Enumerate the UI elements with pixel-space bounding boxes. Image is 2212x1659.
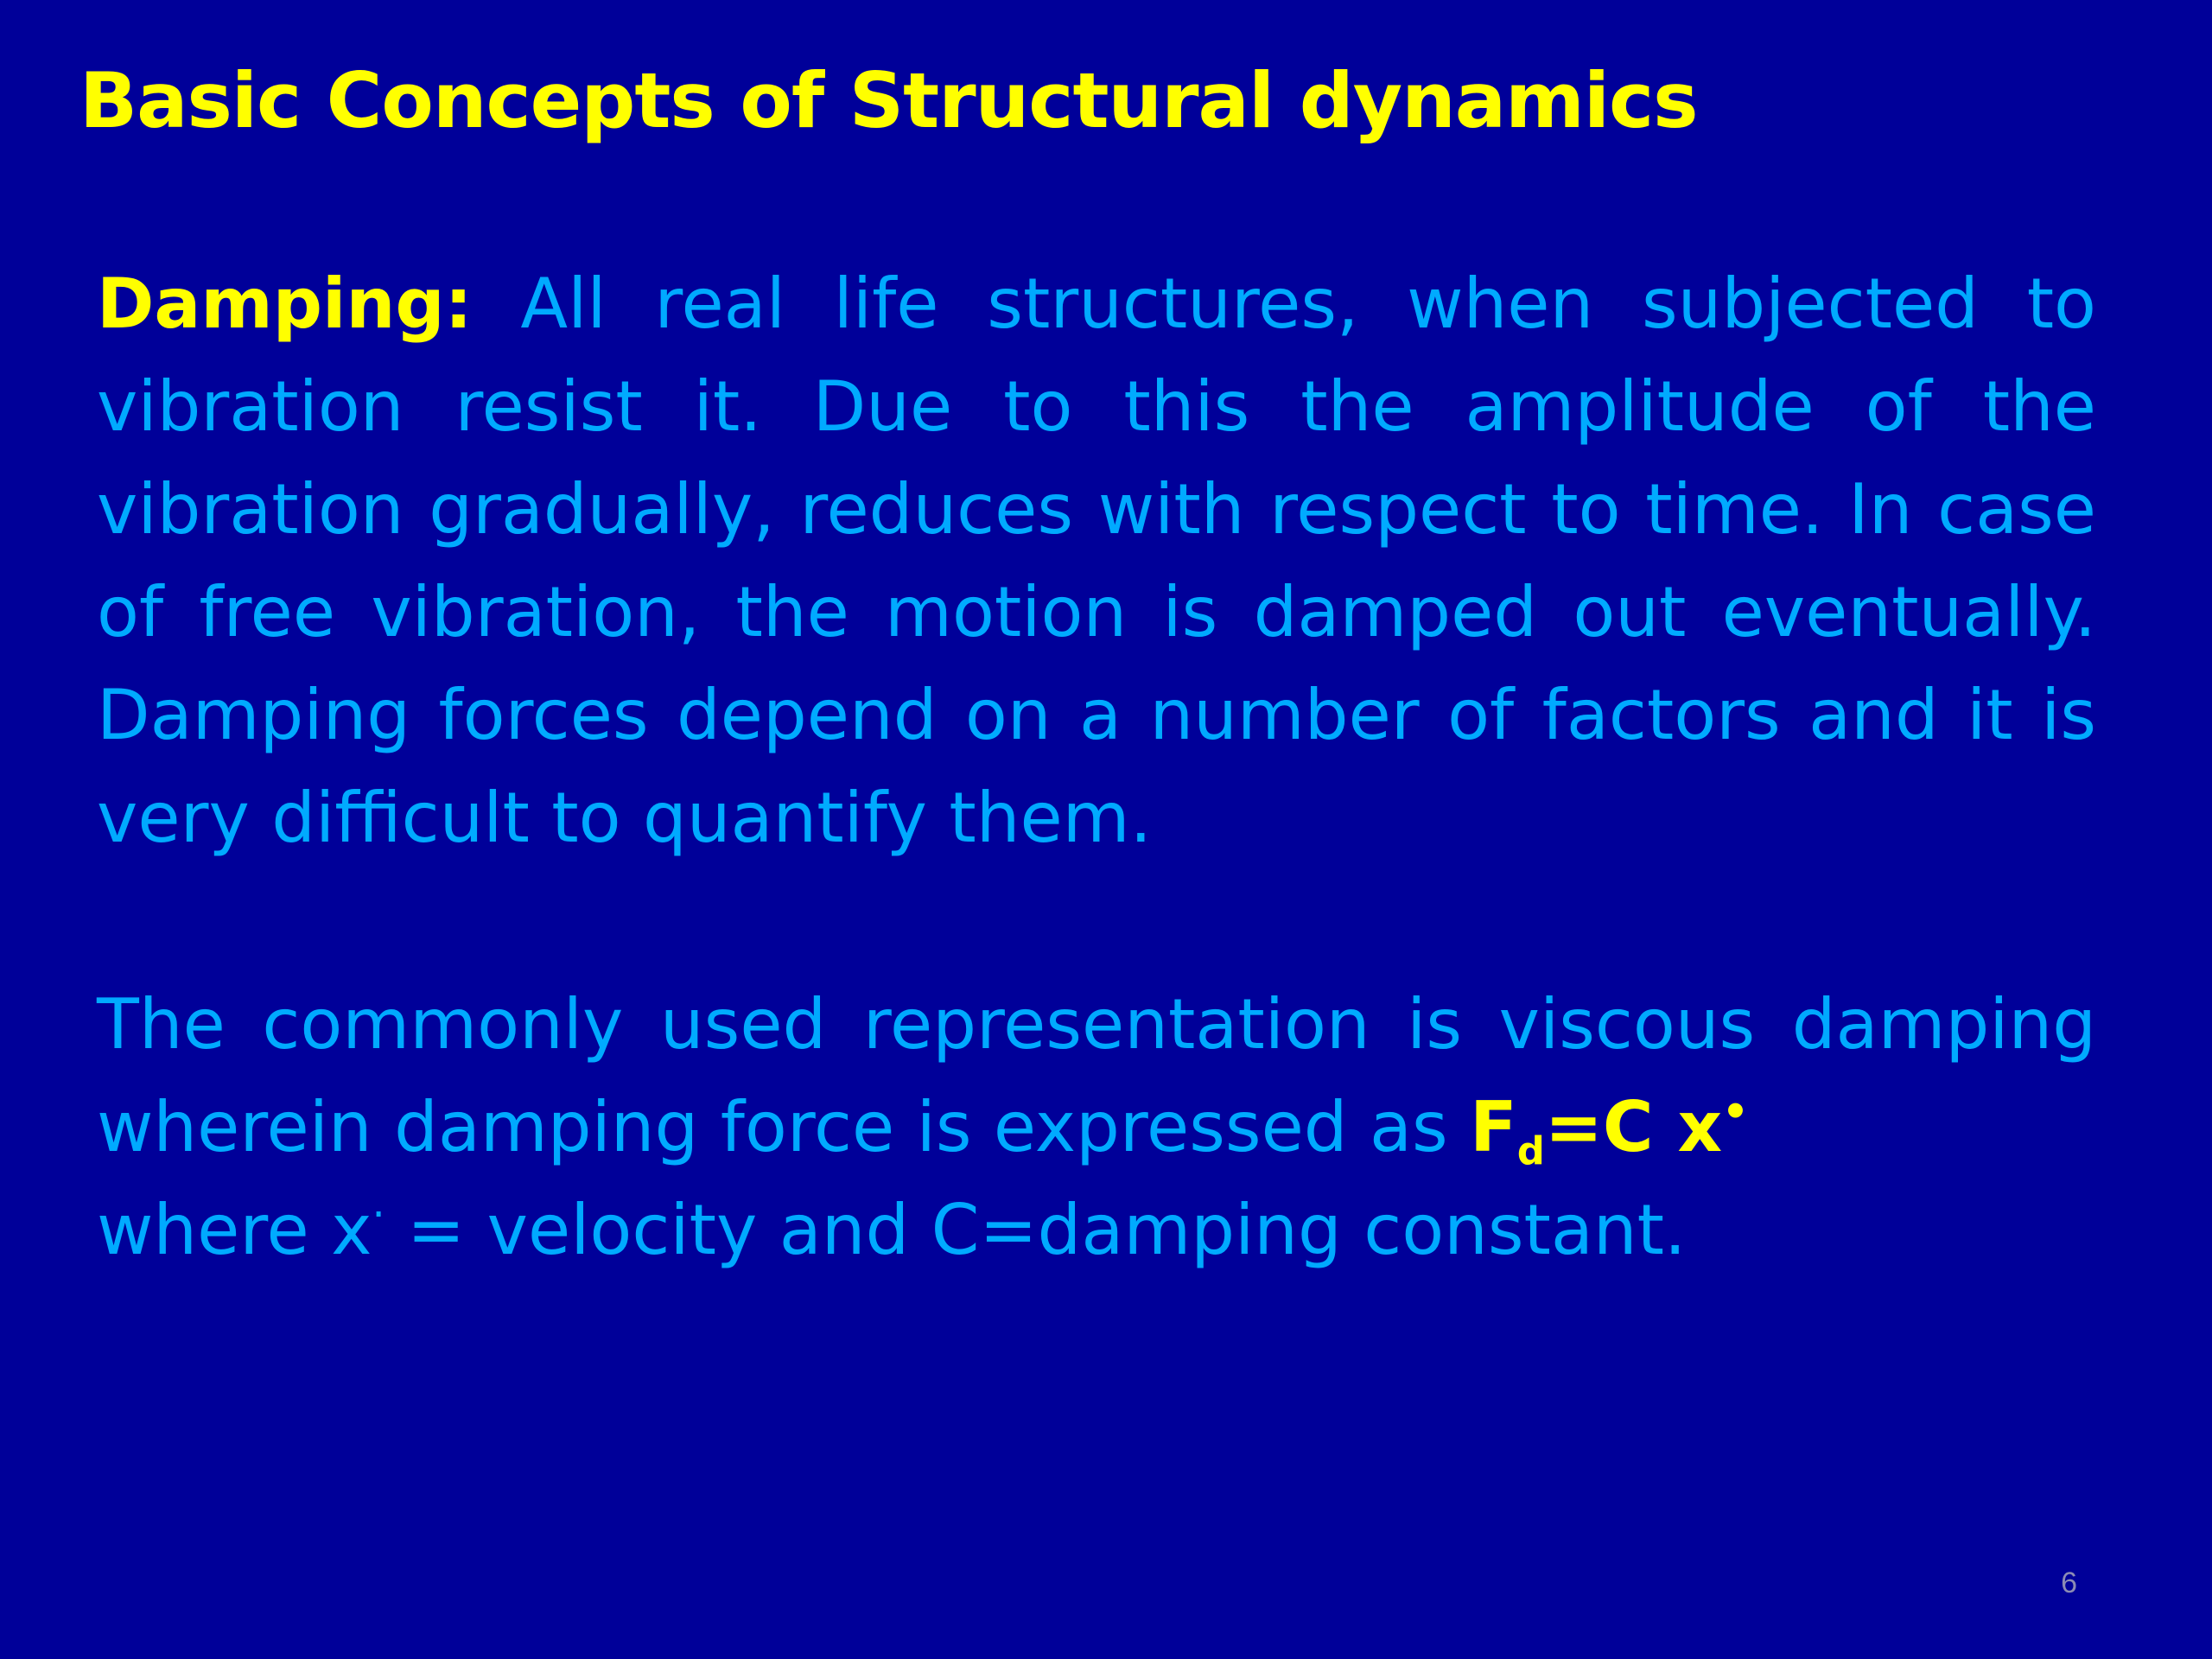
velocity-dot: · — [372, 1191, 385, 1240]
formula-f: F — [1470, 1087, 1517, 1167]
viscous-line-3-suffix: = velocity and C=damping constant. — [385, 1190, 1687, 1270]
damping-force-formula — [1470, 1087, 1749, 1174]
slide-title: Basic Concepts of Structural dynamics — [79, 56, 1698, 145]
viscous-line-3-prefix: where x — [97, 1190, 372, 1270]
formula-subscript: d — [1516, 1128, 1545, 1174]
damping-paragraph — [97, 252, 2096, 869]
viscous-line-1: The commonly used representation is viscous damping — [97, 984, 2096, 1065]
formula-rest: =C x — [1544, 1087, 1723, 1167]
viscous-line-2 — [97, 1076, 2096, 1179]
viscous-line-3 — [97, 1179, 2096, 1281]
damping-label: Damping: — [97, 264, 473, 344]
page-number: 6 — [2061, 1567, 2077, 1599]
formula-dot: • — [1722, 1088, 1749, 1137]
viscous-line-2-text: wherein damping force is expressed as — [97, 1087, 1471, 1167]
viscous-damping-paragraph — [97, 973, 2096, 1281]
damping-description: All real life structures, when subjected to vibration resist it. Due to this the amplitude of the vibration gradually, reduces with respect to time. In case of free vibration, the motion is damped out eventually. Damping forces depend on a number of factors and it is very difficult to quantify them. — [97, 264, 2096, 858]
